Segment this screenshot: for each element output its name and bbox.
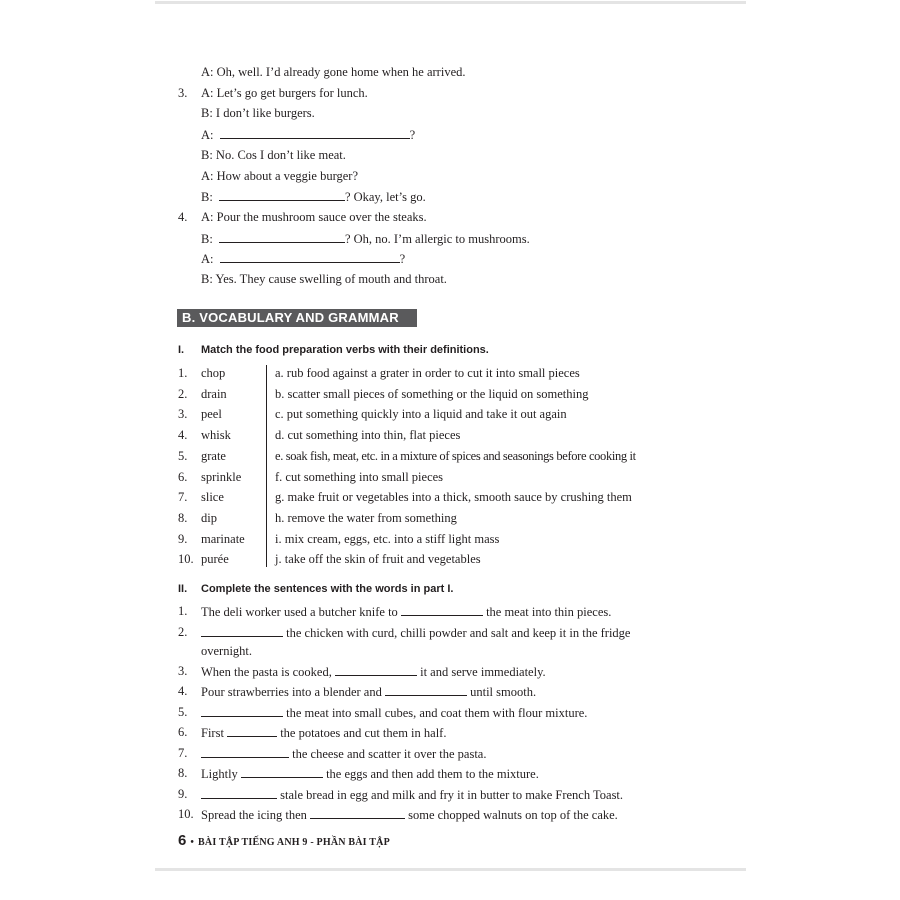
- verb-number: 4.: [178, 428, 188, 443]
- sentence-end: some chopped walnuts on top of the cake.: [408, 808, 618, 822]
- dialogue-line: A: Let’s go get burgers for lunch.: [201, 86, 368, 100]
- sentence-end: until smooth.: [470, 685, 537, 699]
- verb-number: 8.: [178, 510, 188, 525]
- sentence-end: the potatoes and cut them in half.: [280, 726, 447, 740]
- sentence: [201, 807, 618, 823]
- sentence: [201, 746, 486, 762]
- answer-blank[interactable]: [201, 625, 283, 637]
- dialogue-line-with-blank: [201, 189, 426, 205]
- answer-blank[interactable]: [335, 664, 417, 676]
- verb-definition: a. rub food against a grater in order to cut it into small pieces: [275, 366, 580, 380]
- answer-blank[interactable]: [220, 251, 400, 263]
- sentence-start: Pour strawberries into a blender and: [201, 685, 382, 699]
- sentence-number: 6.: [178, 725, 188, 739]
- verb-word: whisk: [201, 428, 231, 443]
- sentence-end: it and serve immediately.: [420, 665, 546, 679]
- sentence-start: Lightly: [201, 767, 238, 781]
- line-ending: ?: [399, 252, 406, 266]
- verb-definition: e. soak fish, meat, etc. in a mixture of spices and seasonings before cooking it: [275, 448, 636, 463]
- sentence-number: 3.: [178, 664, 188, 678]
- dialogue-line-with-blank: [201, 251, 405, 267]
- verb-word: drain: [201, 386, 227, 401]
- sentence: [201, 725, 446, 741]
- verb-definition: g. make fruit or vegetables into a thick, smooth sauce by crushing them: [275, 490, 632, 505]
- sentence-end: the cheese and scatter it over the pasta.: [292, 747, 487, 761]
- verb-word: marinate: [201, 531, 245, 546]
- sentence: [201, 604, 611, 620]
- answer-blank[interactable]: [401, 604, 483, 616]
- line-ending: ? Okay, let’s go.: [344, 190, 426, 204]
- verb-definition: h. remove the water from something: [275, 510, 457, 525]
- verb-word: grate: [201, 448, 226, 463]
- sentence-start: Spread the icing then: [201, 808, 307, 822]
- line-ending: ?: [409, 128, 416, 142]
- sentence-number: 7.: [178, 746, 188, 760]
- sentence: [201, 766, 539, 782]
- sentence-end: the meat into thin pieces.: [486, 605, 612, 619]
- verb-word: purée: [201, 552, 229, 567]
- speaker-label: B:: [201, 190, 213, 204]
- sentence-number: 5.: [178, 705, 188, 719]
- sentence: [201, 664, 546, 680]
- speaker-label: A:: [201, 252, 214, 266]
- answer-blank[interactable]: [227, 725, 277, 737]
- sentence-number: 1.: [178, 604, 188, 618]
- verb-definition: f. cut something into small pieces: [275, 469, 444, 484]
- verb-number: 3.: [178, 407, 188, 422]
- item-number: 3.: [178, 86, 188, 100]
- verb-word: sprinkle: [201, 469, 242, 484]
- verb-number: 5.: [178, 448, 188, 463]
- sentence-start: First: [201, 726, 224, 740]
- verb-number: 2.: [178, 386, 188, 401]
- bottom-divider: [155, 868, 746, 871]
- part-2-instruction: Complete the sentences with the words in part I.: [201, 583, 454, 595]
- sentence-start: When the pasta is cooked,: [201, 665, 332, 679]
- verb-word: slice: [201, 490, 224, 505]
- dialogue-line: A: How about a veggie burger?: [201, 169, 359, 183]
- line-ending: ? Oh, no. I’m allergic to mushrooms.: [344, 232, 530, 246]
- verb-definition: d. cut something into thin, flat pieces: [275, 428, 461, 443]
- part-2-number: II.: [178, 583, 188, 595]
- dialogue-line-with-blank: [201, 127, 415, 143]
- sentence-number: 10.: [178, 807, 194, 821]
- part-1-instruction: Match the food preparation verbs with their definitions.: [201, 344, 489, 356]
- verb-definition: j. take off the skin of fruit and vegetables: [275, 552, 481, 567]
- verb-number: 10.: [178, 552, 194, 567]
- dialogue-line: A: Pour the mushroom sauce over the steaks.: [201, 210, 427, 224]
- verb-definition: b. scatter small pieces of something or the liquid on something: [275, 386, 589, 401]
- sentence-number: 2.: [178, 625, 188, 639]
- item-number: 4.: [178, 210, 188, 224]
- sentence-end: the chicken with curd, chilli powder and salt and keep it in the fridge: [286, 626, 631, 640]
- sentence: [201, 625, 630, 641]
- verb-word: dip: [201, 510, 217, 525]
- verb-number: 1.: [178, 366, 188, 380]
- verb-definition: c. put something quickly into a liquid and take it out again: [275, 407, 567, 422]
- book-title: BÀI TẬP TIẾNG ANH 9 - PHẦN BÀI TẬP: [198, 837, 390, 848]
- sentence-number: 9.: [178, 787, 188, 801]
- dialogue-line: B: Yes. They cause swelling of mouth and throat.: [201, 272, 447, 286]
- section-b-title: B. VOCABULARY AND GRAMMAR: [177, 309, 417, 327]
- verb-number: 9.: [178, 531, 188, 546]
- sentence: [201, 684, 536, 700]
- dialogue-line-with-blank: [201, 231, 530, 247]
- sentence-number: 8.: [178, 766, 188, 780]
- sentence-end: the eggs and then add them to the mixture.: [326, 767, 539, 781]
- verb-number: 6.: [178, 469, 188, 484]
- sentence-start: The deli worker used a butcher knife to: [201, 605, 398, 619]
- speaker-label: B:: [201, 232, 213, 246]
- page-footer: [178, 832, 390, 850]
- part-1-number: I.: [178, 344, 185, 356]
- verb-word: chop: [201, 366, 226, 380]
- answer-blank[interactable]: [241, 766, 323, 778]
- footer-bullet: •: [190, 837, 195, 848]
- answer-blank[interactable]: [220, 127, 410, 139]
- speaker-label: A:: [201, 128, 214, 142]
- answer-blank[interactable]: [219, 189, 345, 201]
- answer-blank[interactable]: [219, 231, 345, 243]
- dialogue-line: A: Oh, well. I’d already gone home when he arrived.: [201, 65, 466, 79]
- answer-blank[interactable]: [201, 746, 289, 758]
- sentence: [201, 787, 623, 803]
- verb-number: 7.: [178, 490, 188, 505]
- answer-blank[interactable]: [310, 807, 405, 819]
- verb-definition: i. mix cream, eggs, etc. into a stiff light mass: [275, 531, 500, 546]
- match-divider: [266, 365, 267, 567]
- sentence-continuation: overnight.: [201, 644, 253, 658]
- sentence-end: stale bread in egg and milk and fry it in butter to make French Toast.: [280, 788, 624, 802]
- dialogue-line: B: I don’t like burgers.: [201, 106, 315, 120]
- sentence: [201, 705, 587, 721]
- verb-word: peel: [201, 407, 222, 422]
- sentence-end: the meat into small cubes, and coat them with flour mixture.: [286, 706, 588, 720]
- dialogue-line: B: No. Cos I don’t like meat.: [201, 148, 346, 162]
- page-number: 6: [178, 832, 187, 849]
- sentence-number: 4.: [178, 684, 188, 698]
- answer-blank[interactable]: [201, 787, 277, 799]
- answer-blank[interactable]: [385, 684, 467, 696]
- answer-blank[interactable]: [201, 705, 283, 717]
